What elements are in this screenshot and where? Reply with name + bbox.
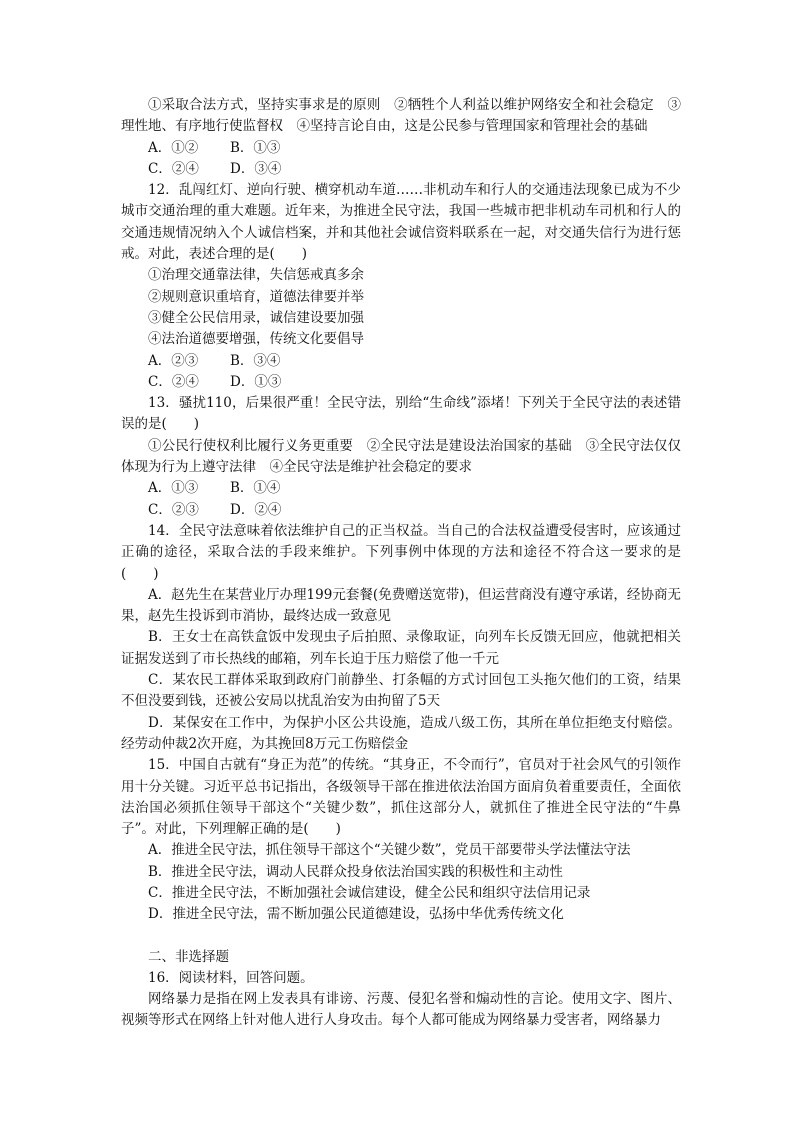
q12-stem: 12．乱闯红灯、逆向行驶、横穿机动车道……非机动车和行人的交通违法现象已成为不少城市交通治理的重大难题。近年来，为推进全民守法，我国一些城市把非机动车司机和行人的交通违规情况纳入个人诚信档案，并和其他社会诚信资料联系在一起，对交通失信行为进行惩戒。对此，表述合理的是( ) xyxy=(121,182,681,263)
q14-stem: 14．全民守法意味着依法维护自己的正当权益。当自己的合法权益遭受侵害时，应该通过正确的途径，采取合法的手段来维护。下列事例中体现的方法和途径不符合这一要求的是( ) xyxy=(121,522,681,582)
q13-stem: 13．骚扰110，后果很严重！全民守法，别给“生命线”添堵！下列关于全民守法的表述错误的是( ) xyxy=(121,395,681,433)
option-c: C．②④ xyxy=(148,160,199,177)
q14-choice-b: B．王女士在高铁盒饭中发现虫子后拍照、录像取证，向列车长反馈无回应，他就把相关证据发送到了市长热线的邮箱，列车长迫于压力赔偿了他一千元 xyxy=(121,629,681,667)
q12-item-1: ①治理交通靠法律，失信惩戒真多余 xyxy=(148,267,364,284)
option-a: A．①② xyxy=(148,139,199,156)
q12-item-3: ③健全公民信用录，诚信建设要加强 xyxy=(148,309,364,326)
q16-material: 网络暴力是指在网上发表具有诽谤、污蔑、侵犯名誉和煽动性的言论。使用文字、图片、视频等形式在网络上针对他人进行人身攻击。每个人都可能成为网络暴力受害者，网络暴力 xyxy=(121,991,681,1029)
document-page xyxy=(121,95,681,1032)
q14-choice-d: D．某保安在工作中，为保护小区公共设施，造成八级工伤，其所在单位拒绝支付赔偿。经劳动仲裁2次开庭，为其挽回8万元工伤赔偿金 xyxy=(121,714,681,752)
q15-choice-d: D．推进全民守法，需不断加强公民道德建设，弘扬中华优秀传统文化 xyxy=(148,906,564,923)
q16-stem: 16．阅读材料，回答问题。 xyxy=(148,969,314,986)
q15-choice-c: C．推进全民守法，不断加强社会诚信建设，健全公民和组织守法信用记录 xyxy=(148,884,591,901)
q15-choice-b: B．推进全民守法，调动人民群众投身依法治国实践的积极性和主动性 xyxy=(148,863,563,880)
option-d: D．①③ xyxy=(230,373,282,390)
q11-options-row-2 xyxy=(121,159,681,180)
q12-item-2: ②规则意识重培育，道德法律要并举 xyxy=(148,288,364,305)
q14-choice-a: A．赵先生在某营业厅办理199元套餐(免费赠送宽带)，但运营商没有遵守承诺，经协商无果，赵先生投诉到市消协，最终达成一致意见 xyxy=(121,586,681,625)
q11-statements: ①采取合法方式，坚持实事求是的原则 ②牺牲个人利益以维护网络安全和社会稳定 ③理性地、有序地行使监督权 ④坚持言论自由，这是公民参与管理国家和管理社会的基础 xyxy=(121,97,681,135)
option-a: A．①③ xyxy=(148,480,199,497)
section-heading: 二、非选择题 xyxy=(148,948,229,965)
section-spacer xyxy=(121,926,681,947)
option-c: C．②④ xyxy=(148,373,199,390)
option-b: B．①④ xyxy=(230,480,281,497)
q13-options-row-1 xyxy=(121,478,681,499)
q15-stem: 15．中国自古就有“身正为范”的传统。“其身正，不令而行”，官员对于社会风气的引领作用十分关键。习近平总书记指出，各级领导干部在推进依法治国方面肩负着重要责任，全面依法治国必须抓住领导干部这个“关键少数”，抓住这部分人，就抓住了推进全民守法的“牛鼻子”。对此，下列理解正确的是( ) xyxy=(121,757,681,838)
q12-options-row-1 xyxy=(121,351,681,372)
q15-choice-a: A．推进全民守法，抓住领导干部这个“关键少数”，党员干部要带头学法懂法守法 xyxy=(148,842,631,859)
q13-options-row-2 xyxy=(121,500,681,521)
option-a: A．②③ xyxy=(148,352,199,369)
option-b: B．③④ xyxy=(230,352,281,369)
q14-choice-c: C．某农民工群体采取到政府门前静坐、打条幅的方式讨回包工头拖欠他们的工资，结果不但没要到钱，还被公安局以扰乱治安为由拘留了5天 xyxy=(121,672,681,710)
option-b: B．①③ xyxy=(230,139,281,156)
option-d: D．③④ xyxy=(230,160,282,177)
q12-item-4: ④法治道德要增强，传统文化要倡导 xyxy=(148,331,364,348)
q11-options-row-1 xyxy=(121,138,681,159)
q12-options-row-2 xyxy=(121,372,681,393)
option-d: D．②④ xyxy=(230,501,282,518)
option-c: C．②③ xyxy=(148,501,199,518)
q13-statements: ①公民行使权利比履行义务更重要 ②全民守法是建设法治国家的基础 ③全民守法仅仅体现为行为上遵守法律 ④全民守法是维护社会稳定的要求 xyxy=(121,437,681,476)
